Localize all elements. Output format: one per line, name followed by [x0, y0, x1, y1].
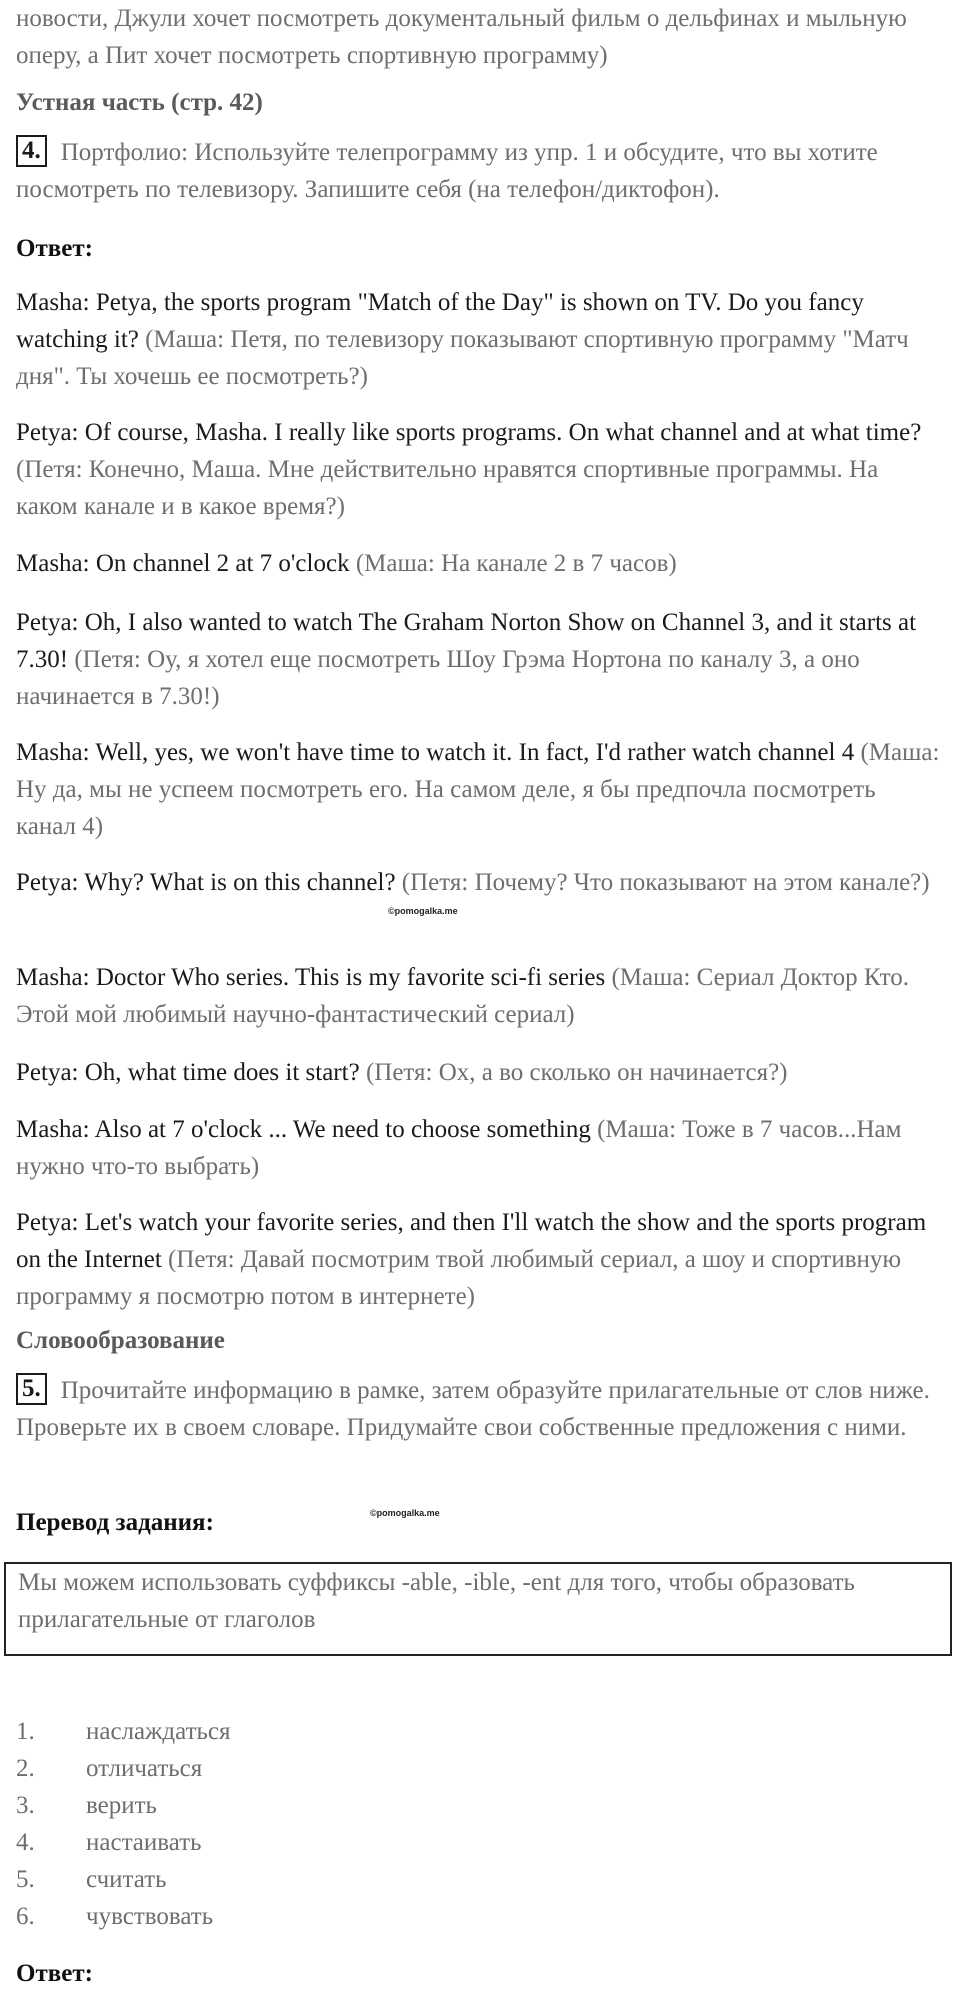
dialogue-line [16, 1204, 941, 1315]
dialogue-line [16, 284, 941, 395]
dialogue-russian: (Петя: Ох, а во сколько он начинается?) [365, 1059, 788, 1086]
list-item [16, 1861, 616, 1898]
list-item-word: считать [86, 1866, 167, 1893]
word-list [16, 1713, 616, 1935]
dialogue-english: Masha: Doctor Who series. This is my favorite sci-fi series [16, 964, 606, 991]
task-4 [16, 134, 941, 208]
dialogue-russian: (Маша: На канале 2 в 7 часов) [355, 550, 677, 577]
dialogue-line [16, 1054, 941, 1091]
list-item-word: чувствовать [86, 1903, 214, 1930]
task-5 [16, 1372, 941, 1446]
dialogue-russian: (Петя: Давай посмотрим твой любимый сериал, а шоу и спортивную программу я посмотрю потом в интернете) [16, 1246, 902, 1310]
dialogue-english: Petya: Why? What is on this channel? [16, 869, 396, 896]
dialogue-russian: (Маша: Сериал Доктор Кто. Этой мой любимый научно-фантастический сериал) [16, 964, 909, 1028]
dialogue-english: Masha: Well, yes, we won't have time to watch it. In fact, I'd rather watch channel 4 [16, 739, 855, 766]
watermark: ©pomogalka.me [388, 906, 458, 916]
dialogue-english: Petya: Let's watch your favorite series, and then I'll watch the show and the sports program on the Internet [16, 1209, 927, 1273]
translation-label: Перевод задания: [16, 1509, 214, 1536]
list-item-word: наслаждаться [86, 1718, 231, 1745]
dialogue-line [16, 864, 941, 901]
info-frame [4, 1562, 952, 1656]
list-item-word: верить [86, 1792, 157, 1819]
list-item-number: 2. [16, 1755, 35, 1782]
list-item [16, 1787, 616, 1824]
dialogue-english: Petya: Oh, what time does it start? [16, 1059, 360, 1086]
dialogue-english: Petya: Oh, I also wanted to watch The Graham Norton Show on Channel 3, and it starts at 7.30! [16, 609, 917, 673]
list-item [16, 1713, 616, 1750]
oral-section-heading: Устная часть (стр. 42) [16, 89, 263, 116]
list-item-number: 4. [16, 1829, 35, 1856]
dialogue-english: Masha: Also at 7 o'clock ... We need to choose something [16, 1116, 591, 1143]
task-text: Портфолио: Используйте телепрограмму из упр. 1 и обсудите, что вы хотите посмотреть по телевизору. Запишите себя (на телефон/диктофон). [16, 139, 878, 203]
dialogue-english: Petya: Of course, Masha. I really like sports programs. On what channel and at what time? [16, 419, 922, 446]
dialogue-line [16, 1111, 941, 1185]
list-item-number: 1. [16, 1718, 35, 1745]
final-answer-label: Ответ: [16, 1960, 93, 1987]
dialogue-line [16, 604, 941, 715]
dialogue-english: Masha: On channel 2 at 7 o'clock [16, 550, 350, 577]
intro-continuation: новости, Джули хочет посмотреть документальный фильм о дельфинах и мыльную оперу, а Пит хочет посмотреть спортивную программу) [16, 5, 907, 69]
dialogue-russian: (Маша: Петя, по телевизору показывают спортивную программу "Матч дня". Ты хочешь ее посмотреть?) [16, 326, 909, 390]
list-item-number: 3. [16, 1792, 35, 1819]
task-text: Прочитайте информацию в рамке, затем образуйте прилагательные от слов ниже. Проверьте их в своем словаре. Придумайте свои собственные предложения с ними. [16, 1377, 930, 1441]
dialogue-line [16, 959, 941, 1033]
info-frame-text: Мы можем использовать суффиксы -able, -ible, -ent для того, чтобы образовать прилагательные от глаголов [18, 1569, 855, 1633]
dialogue-line [16, 414, 941, 525]
dialogue-russian: (Петя: Конечно, Маша. Мне действительно нравятся спортивные программы. На каком канале и в какое время?) [16, 456, 879, 520]
dialogue-english: Masha: Petya, the sports program "Match of the Day" is shown on TV. Do you fancy watching it? [16, 289, 864, 353]
dialogue-russian: (Петя: Почему? Что показывают на этом канале?) [401, 869, 930, 896]
dialogue-line [16, 545, 941, 582]
list-item-number: 6. [16, 1903, 35, 1930]
list-item [16, 1824, 616, 1861]
task-number-badge: 4. [16, 135, 47, 167]
word-formation-heading: Словообразование [16, 1327, 225, 1354]
list-item [16, 1750, 616, 1787]
list-item-number: 5. [16, 1866, 35, 1893]
answer-label: Ответ: [16, 235, 93, 262]
dialogue-russian: (Петя: Оу, я хотел еще посмотреть Шоу Грэма Нортона по каналу 3, а оно начинается в 7.30!) [16, 646, 860, 710]
dialogue-russian: (Маша: Ну да, мы не успеем посмотреть его. На самом деле, я бы предпочла посмотреть канал 4) [16, 739, 940, 840]
dialogue-line [16, 734, 941, 845]
list-item-word: отличаться [86, 1755, 203, 1782]
task-number-badge: 5. [16, 1373, 47, 1405]
list-item-word: настаивать [86, 1829, 202, 1856]
list-item [16, 1898, 616, 1935]
dialogue-russian: (Маша: Тоже в 7 часов...Нам нужно что-то выбрать) [16, 1116, 902, 1180]
watermark: ©pomogalka.me [370, 1508, 440, 1518]
